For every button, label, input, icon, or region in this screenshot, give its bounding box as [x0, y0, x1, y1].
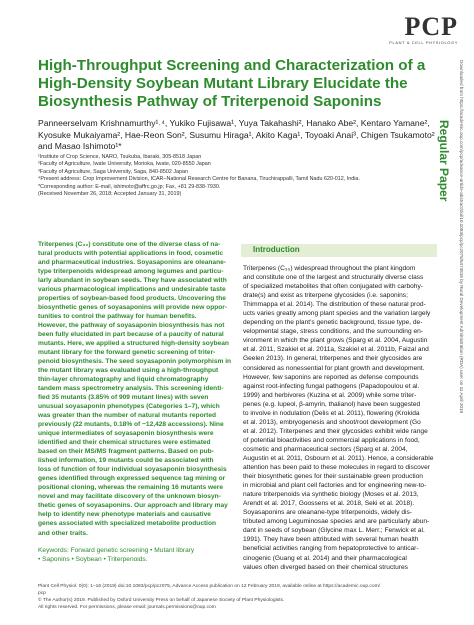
- author-line: and Masao Ishimoto¹*: [38, 141, 122, 151]
- article-type-text: Regular Paper: [437, 120, 451, 202]
- abstract-line: larly abundant in soybean seeds. They have associated with: [38, 277, 227, 285]
- introduction-line: to involve in nodulation (Delis et al. 2011), flowering (Krokida: [243, 409, 420, 417]
- introduction-line: their biosynthetic genes for their sustainable green production: [243, 473, 423, 481]
- citation-line: Plant Cell Physiol. 0(0): 1–16 (2019) doi:10.1093/pcp/pcz075, Advance Access publication on 12 February 2019, available online at https://academic.oup.com/: [38, 584, 381, 589]
- introduction-line: tributed among Leguminosae species and are particularly abun-: [243, 518, 430, 526]
- abstract-line: was greater than the number of natural mutants reported: [38, 412, 217, 420]
- introduction-line: dant in seeds of soybean (Glycine max L. Merr.; Fenwick et al.: [243, 527, 425, 535]
- abstract-line: identified and their chemical structures were estimated: [38, 439, 211, 447]
- introduction-line: 1991). They have been attributed with several human health: [243, 536, 419, 544]
- affiliation-line: ¹Institute of Crop Science, NARO, Tsukuba, Ibaraki, 305-8518 Japan: [38, 154, 202, 160]
- introduction-line: velopmental stage, stress conditions, and the surrounding en-: [243, 328, 423, 336]
- introduction-line: and constitute one of the largest and structurally diverse class: [243, 274, 424, 282]
- title-line: High-Throughput Screening and Characterization of a: [38, 57, 426, 74]
- abstract-line: previously (22 mutants, 0.18% of ~12,428 accessions). Nine: [38, 421, 224, 429]
- abstract-line: mutant library for the forward genetic screening of triter-: [38, 349, 216, 357]
- introduction-line: et al. 2013), embryogenesis and shoot/root development (Go: [243, 418, 421, 426]
- permissions-line: All rights reserved. For permissions, please email: journals.permissions@oup.com: [38, 605, 216, 610]
- author-line: Panneerselvam Krishnamurthy¹˒⁴, Yukiko Fujisawa¹, Yuya Takahashi², Hanako Abe², Kentaro Yamane²,: [38, 118, 430, 128]
- abstract-line: tandem mass spectrometry analysis. This screening identi-: [38, 385, 224, 393]
- journal-logo-text: PCP: [404, 12, 458, 41]
- introduction-line: Triterpenes (C₃₀) widespread throughout the plant kingdom: [243, 265, 416, 272]
- introduction-body: [243, 264, 439, 572]
- introduction-line: cosmetic and pharmaceutical sectors (Sparg et al. 2004,: [243, 445, 408, 453]
- author-list: [38, 118, 433, 153]
- introduction-line: However, few saponins are reported as defense compounds: [243, 373, 419, 381]
- abstract-line: help to identify new phenotype materials and causative: [38, 511, 211, 519]
- affiliation-line: ²Faculty of Agriculture, Iwate University, Morioka, Iwate, 020-8550 Japan: [38, 161, 211, 168]
- introduction-line: attention has been paid to these molecules in regard to discover: [243, 464, 430, 472]
- title-line: Biosynthesis Pathway of Triterpenoid Saponins: [38, 93, 382, 110]
- page-footer: [38, 583, 438, 611]
- abstract-line: type triterpenoids widespread among legumes and particu-: [38, 268, 224, 276]
- introduction-line: Geelen 2013). In general, triterpenes and their glycosides are: [243, 355, 423, 363]
- affiliations: [38, 154, 433, 198]
- abstract-line: genes associated with specialized metabolite production: [38, 520, 217, 528]
- abstract-line: been fully elucidated in part because of a paucity of natural: [38, 331, 224, 339]
- introduction-line: Arendt et al. 2017, Goossens et al. 2018, Seki et al. 2018).: [243, 500, 415, 508]
- abstract-line: penoid biosynthesis. The seed soyasaponin polymorphism in: [38, 358, 232, 366]
- abstract-line: the mutant library was evaluated using a high-throughput: [38, 367, 219, 375]
- abstract-line: various pharmacological implications and undesirable taste: [38, 286, 226, 294]
- abstract-line: fied 35 mutants (3.85% of 909 mutant lines) with seven: [38, 394, 209, 402]
- introduction-line: Thimmappa et al. 2014). The distribution of these natural prod-: [243, 301, 426, 309]
- affiliation-line: ⁴Present address: Crop Improvement Division, ICAR–National Research Centre for Banana, Tiruchirappalli, Tamil Nadu 620-012, India.: [38, 176, 360, 183]
- received-dates: (Received November 26, 2018; Accepted January 31, 2019): [38, 191, 182, 198]
- abstract-line: mutants. Here, we applied a structured high-density soybean: [38, 340, 229, 348]
- download-strip: [458, 60, 468, 580]
- introduction-line: Augustin et al. 2011, Osbourn et al. 2011). Hence, a considerable: [243, 454, 434, 462]
- abstract-line: lished information, 19 mutants could be associated with: [38, 457, 214, 465]
- abstract-line: loss of function of four individual soyasaponin biosynthesis: [38, 466, 227, 474]
- journal-logo: [389, 14, 458, 45]
- abstract-line: positional cloning, whereas the remaining 16 mutants were: [38, 484, 224, 492]
- abstract-line: based on their MS/MS fragment patterns. Based on pub-: [38, 448, 214, 456]
- abstract-line: unique intermediates of soyasaponin biosynthesis were: [38, 430, 214, 438]
- abstract-line: However, the pathway of soyasaponin biosynthesis has not: [38, 322, 225, 330]
- download-strip-text: Downloaded from https://academic.oup.com/pcp/advance-article-abstract/doi/10.1093/pcp/pcz075/5474818 by Rural Development Administration (RDA) user on 11 April 2019: [459, 60, 464, 414]
- introduction-line: penes (e.g. lupeol, β-amyrin, thalianol) have been suggested: [243, 400, 421, 408]
- introduction-line: vironment in which the plant grows (Sparg et al. 2004, Augustin: [243, 337, 428, 345]
- abstract-line: properties of soybean-based food products. Uncovering the: [38, 295, 226, 303]
- introduction-line: against root-infecting fungal pathogens (Papadopoulou et al.: [243, 382, 420, 390]
- abstract-line: tunities to control the pathway for human benefits.: [38, 313, 197, 321]
- abstract-line: genes identified through expressed sequence tag mining or: [38, 475, 226, 483]
- introduction-heading: Introduction: [253, 245, 300, 254]
- introduction-line: cinogenic (Guang et al. 2014) and their pharmacological: [243, 554, 407, 562]
- keywords: [38, 546, 231, 564]
- introduction-line: et al. 2011, Szakiel et al. 2011a, Szakiel et al. 2011b, Faizal and: [243, 346, 429, 354]
- abstract-line: tural products with potential applications in food, cosmetic: [38, 250, 224, 258]
- introduction-line: beneficial activities ranging from hepatoprotective to anticar-: [243, 545, 419, 553]
- introduction-line: of specialized metabolites that often conjugated with carbohy-: [243, 283, 423, 291]
- affiliation-line: ³Faculty of Agriculture, Saga University, Saga, 840-8502 Japan: [38, 168, 189, 175]
- introduction-line: ucts varies greatly among plant species and the variation largely: [243, 310, 431, 318]
- abstract-line: thin-layer chromatography and liquid chromatography: [38, 376, 209, 384]
- introduction-line: considered as nonessential for plant growth and development.: [243, 364, 425, 372]
- title-line: High-Density Soybean Mutant Library Elucidate the: [38, 75, 408, 92]
- introduction-line: 1999) and herbivores (Kuzina et al. 2009) while some triter-: [243, 391, 417, 399]
- keywords-line: Keywords: Forward genetic screening • Mutant library: [38, 547, 195, 554]
- copyright-line: © The Author(s) 2019. Published by Oxford University Press on behalf of Japanese Society of Plant Physiologists.: [38, 598, 285, 603]
- introduction-line: Soyasaponins are oleanane-type triterpenoids, widely dis-: [243, 509, 412, 517]
- abstract-line: thetic genes of soyasaponins. Our approach and library may: [38, 502, 228, 510]
- abstract-line: and other traits.: [38, 529, 88, 537]
- abstract-line: unusual soyasaponin phenotypes (Categories 1–7), which: [38, 403, 220, 411]
- introduction-line: et al. 2012). Triterpenes and their glycosides exhibit wide range: [243, 427, 428, 435]
- abstract-line: and pharmaceutical industries. Soyasaponins are oleanane-: [38, 259, 226, 267]
- abstract: [38, 240, 231, 538]
- introduction-line: of potential bioactivities and commercial applications in food,: [243, 436, 420, 444]
- introduction-line: nature triterpenoids via synthetic biology (Moses et al. 2013,: [243, 491, 419, 499]
- paper-title: [38, 57, 428, 111]
- introduction-line: drate(s) and exist as triterpene glycosides (i.e. saponins;: [243, 292, 408, 300]
- abstract-line: biosynthetic genes of soyasaponins will provide new oppor-: [38, 304, 228, 312]
- corresponding-author: *Corresponding author: E-mail, ishimoto@affrc.go.jp; Fax, +81 29-838-7930.: [38, 183, 221, 190]
- introduction-line: in microbial and plant cell factories and for engineering new-to-: [243, 482, 427, 490]
- introduction-line: depending on the plant's genetic background, tissue type, de-: [243, 319, 423, 327]
- journal-logo-subtitle: PLANT & CELL PHYSIOLOGY: [389, 40, 458, 45]
- keywords-line: • Saponins • Soybean • Triterpenoids.: [38, 556, 148, 563]
- author-line: Kyosuke Mukaiyama², Hae-Reon Son², Susumu Hiraga¹, Akito Kaga¹, Toyoaki Anai³, Chigen Tsukamoto²: [38, 129, 435, 140]
- introduction-heading-box: [241, 244, 437, 257]
- abstract-line: novel and may facilitate discovery of the unknown biosyn-: [38, 493, 221, 501]
- abstract-line: Triterpenes (C₃₀) constitute one of the diverse class of na-: [38, 241, 221, 248]
- citation-line: pcp: [38, 591, 46, 596]
- introduction-line: values often diverged based on their chemical structures: [243, 563, 408, 571]
